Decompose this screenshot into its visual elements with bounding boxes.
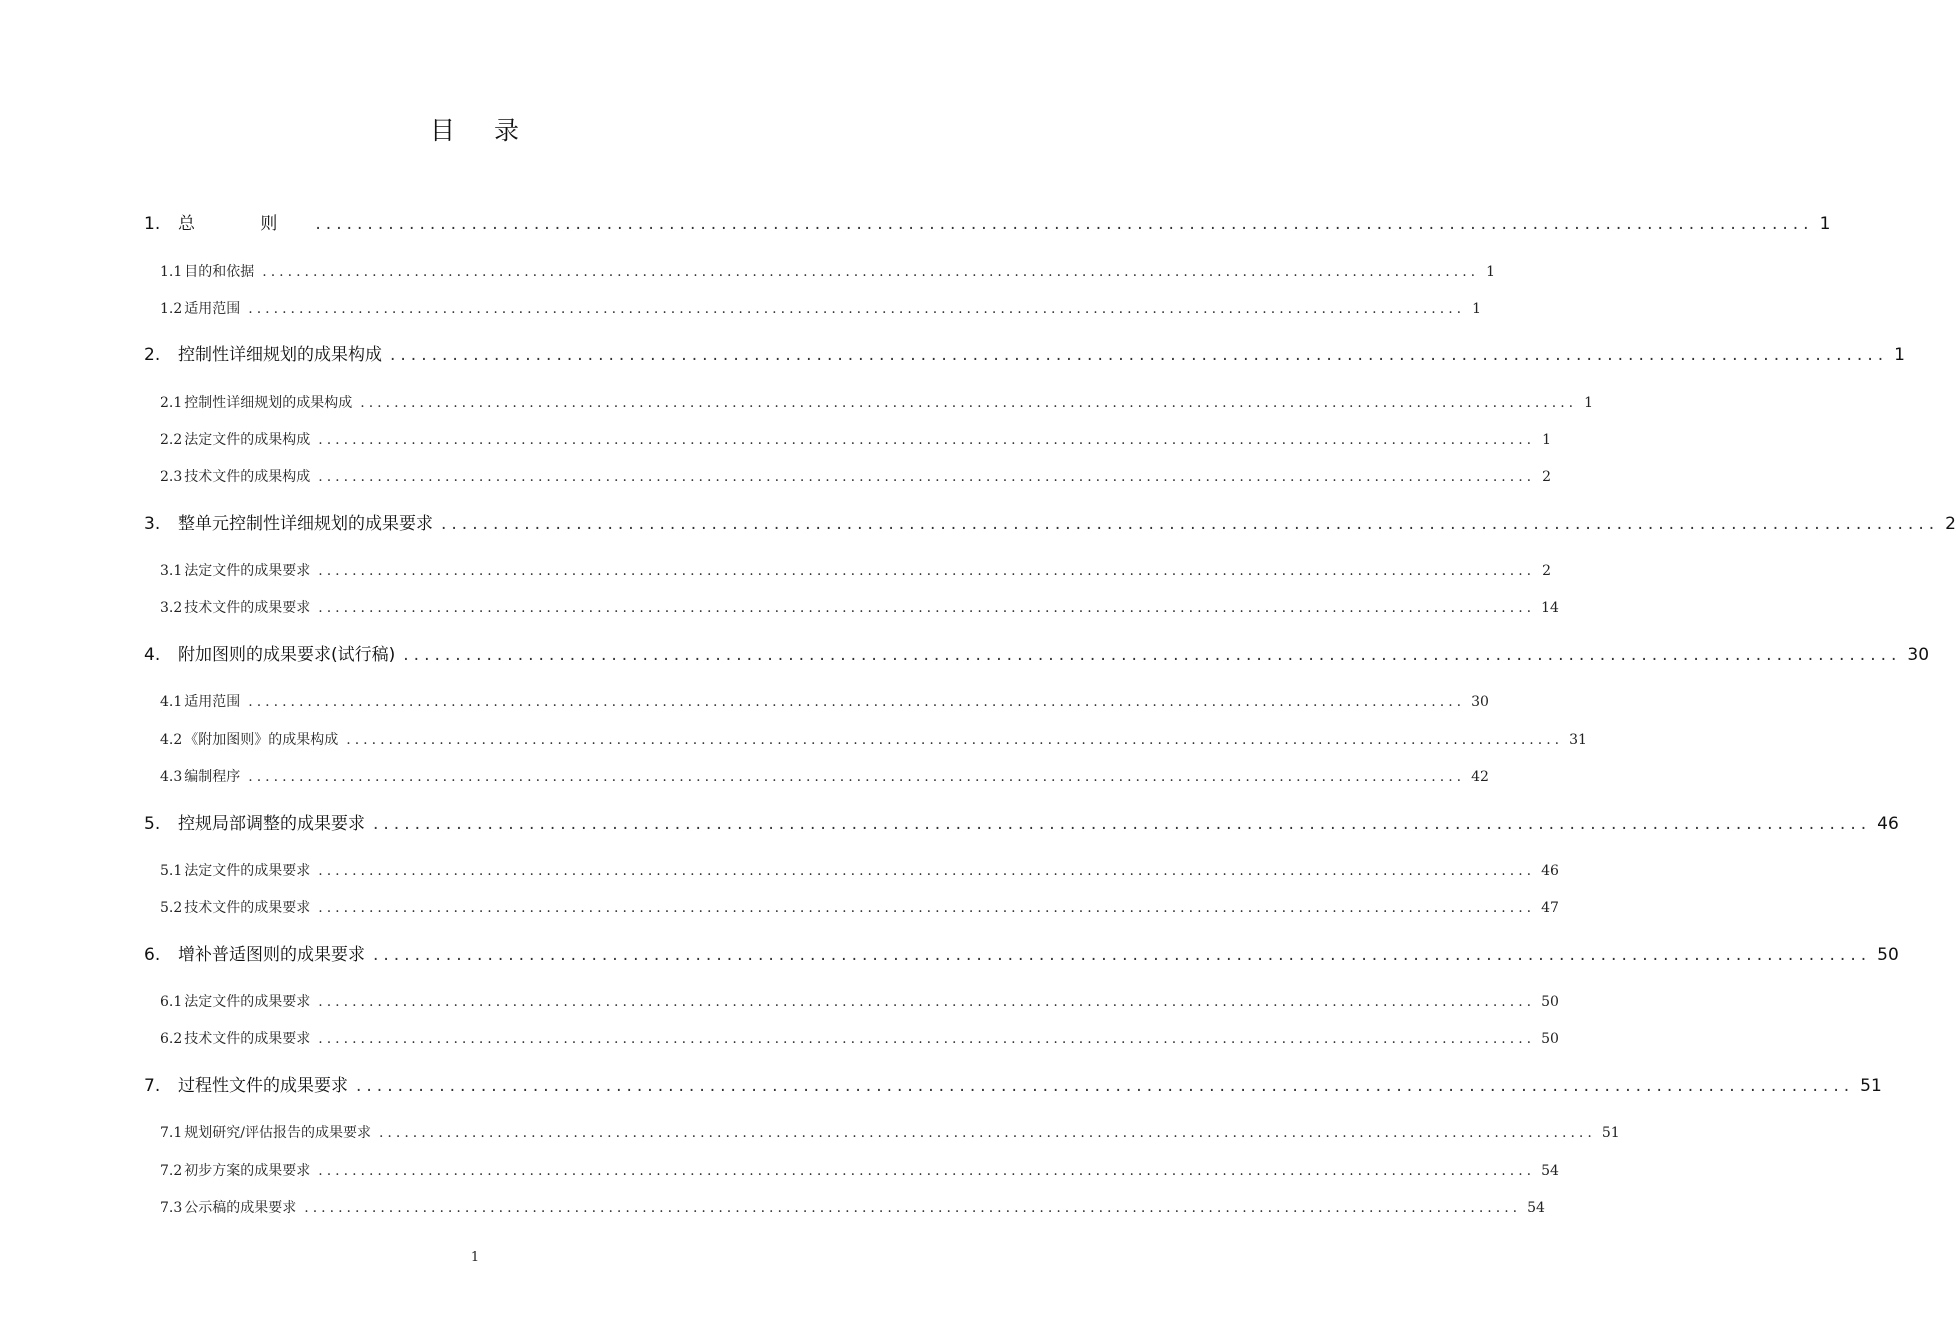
toc-entry-page: 50 — [1541, 994, 1559, 1010]
toc-entry-label: 法定文件的成果要求 — [184, 863, 311, 879]
toc-entry-section[interactable] — [160, 598, 1559, 618]
toc-entry-label: 法定文件的成果要求 — [184, 994, 311, 1010]
toc-entry-number: 1. — [144, 214, 161, 234]
toc-entry-number: 5.2 — [160, 900, 183, 916]
toc-entry-number: 1.2 — [160, 301, 183, 317]
toc-entry-page: 31 — [1569, 732, 1587, 748]
toc-entry-number: 2.1 — [160, 395, 183, 411]
toc-entry-page: 54 — [1527, 1200, 1545, 1216]
toc-entry-label: 增补普适图则的成果要求 — [178, 945, 365, 965]
toc-entry-page: 47 — [1541, 900, 1559, 916]
toc-entry-page: 30 — [1471, 694, 1489, 710]
toc-entry-label: 控制性详细规划的成果构成 — [178, 345, 382, 365]
toc-entry-section[interactable] — [160, 1198, 1545, 1218]
toc-entry-number: 4.3 — [160, 769, 183, 785]
toc-title-char-1: 目 — [429, 116, 456, 145]
toc-entry-page: 54 — [1541, 1163, 1559, 1179]
toc-entry-label: 技术文件的成果要求 — [184, 1031, 311, 1047]
toc-leader-dots: ................................................................................................................................................ — [315, 214, 1814, 234]
toc-entry-page: 1 — [1542, 432, 1552, 448]
toc-entry-page: 1 — [1894, 345, 1905, 365]
toc-entry-label: 适用范围 — [184, 694, 241, 710]
toc-entry-number: 1.1 — [160, 264, 183, 280]
toc-entry-section[interactable] — [160, 992, 1559, 1012]
toc-title-char-2: 录 — [494, 116, 521, 145]
toc-entry-number: 7.3 — [160, 1200, 183, 1216]
toc-leader-dots: ................................................................................................................................................ — [318, 994, 1536, 1010]
toc-leader-dots: ................................................................................................................................................ — [318, 432, 1536, 448]
toc-entry-label: 法定文件的成果要求 — [184, 563, 311, 579]
toc-entry-label: 总 则 — [178, 214, 308, 234]
toc-entry-label: 整单元控制性详细规划的成果要求 — [178, 514, 433, 534]
toc-leader-dots: ................................................................................................................................................ — [378, 1125, 1596, 1141]
toc-entry-label: 技术文件的成果要求 — [184, 900, 311, 916]
toc-entry-section[interactable] — [160, 1161, 1559, 1181]
toc-leader-dots: ................................................................................................................................................ — [318, 900, 1536, 916]
toc-entry-section[interactable] — [160, 393, 1594, 413]
toc-entry-page: 51 — [1860, 1076, 1882, 1096]
toc-entry-number: 5. — [144, 814, 161, 834]
toc-leader-dots: ................................................................................................................................................ — [346, 732, 1564, 748]
toc-entry-label: 公示稿的成果要求 — [184, 1200, 297, 1216]
toc-entry-label: 技术文件的成果构成 — [184, 469, 311, 485]
toc-entry-section[interactable] — [160, 861, 1559, 881]
toc-leader-dots: ................................................................................................................................................ — [318, 863, 1536, 879]
toc-entry-page: 50 — [1541, 1031, 1559, 1047]
toc-entry-page: 2 — [1945, 514, 1956, 534]
toc-entry-chapter[interactable] — [144, 943, 1899, 967]
toc-entry-number: 6.2 — [160, 1031, 183, 1047]
toc-leader-dots: ................................................................................................................................................ — [304, 1200, 1522, 1216]
toc-entry-number: 3.2 — [160, 600, 183, 616]
toc-entry-chapter[interactable] — [144, 643, 1930, 667]
toc-entry-section[interactable] — [160, 561, 1552, 581]
toc-entry-number: 4. — [144, 645, 161, 665]
toc-leader-dots: ................................................................................................................................................ — [356, 1076, 1855, 1096]
toc-entry-chapter[interactable] — [144, 343, 1905, 367]
toc-entry-page: 50 — [1877, 945, 1899, 965]
toc-entry-section[interactable] — [160, 262, 1496, 282]
toc-leader-dots: ................................................................................................................................................ — [248, 301, 1466, 317]
toc-entry-chapter[interactable] — [144, 1074, 1882, 1098]
toc-entry-page: 51 — [1601, 1125, 1620, 1141]
toc-leader-dots: ................................................................................................................................................ — [403, 645, 1902, 665]
toc-entry-page: 2 — [1542, 563, 1552, 579]
toc-entry-section[interactable] — [160, 692, 1489, 712]
toc-entry-number: 2. — [144, 345, 161, 365]
page-number: 1 — [470, 1250, 480, 1265]
toc-leader-dots: ................................................................................................................................................ — [318, 1031, 1536, 1047]
toc-entry-label: 规划研究/评估报告的成果要求 — [184, 1125, 371, 1141]
toc-leader-dots: ................................................................................................................................................ — [248, 769, 1466, 785]
toc-entry-label: 过程性文件的成果要求 — [178, 1076, 348, 1096]
toc-entry-number: 5.1 — [160, 863, 183, 879]
toc-leader-dots: ................................................................................................................................................ — [360, 395, 1578, 411]
toc-leader-dots: ................................................................................................................................................ — [373, 814, 1872, 834]
toc-entry-number: 7.2 — [160, 1163, 183, 1179]
toc-entry-page: 2 — [1542, 469, 1552, 485]
toc-entry-number: 6. — [144, 945, 161, 965]
toc-leader-dots: ................................................................................................................................................ — [441, 514, 1940, 534]
toc-entry-page: 1 — [1486, 264, 1496, 280]
toc-entry-section[interactable] — [160, 767, 1489, 787]
toc-entry-section[interactable] — [160, 898, 1559, 918]
toc-entry-section[interactable] — [160, 1123, 1620, 1143]
toc-entry-page: 46 — [1541, 863, 1559, 879]
toc-entry-number: 4.2 — [160, 732, 183, 748]
toc-entry-number: 7. — [144, 1076, 161, 1096]
toc-entry-section[interactable] — [160, 730, 1587, 750]
toc-entry-label: 适用范围 — [184, 301, 241, 317]
toc-entry-number: 6.1 — [160, 994, 183, 1010]
toc-entry-number: 7.1 — [160, 1125, 183, 1141]
toc-entry-page: 30 — [1907, 645, 1930, 665]
toc-entry-label: 编制程序 — [184, 769, 241, 785]
toc-entry-number: 2.3 — [160, 469, 183, 485]
toc-leader-dots: ................................................................................................................................................ — [248, 694, 1466, 710]
toc-leader-dots: ................................................................................................................................................ — [318, 563, 1536, 579]
toc-entry-page: 1 — [1819, 214, 1831, 234]
toc-entry-label: 技术文件的成果要求 — [184, 600, 311, 616]
toc-entry-label: 《附加图则》的成果构成 — [184, 732, 339, 748]
toc-entry-page: 42 — [1471, 769, 1489, 785]
toc-entry-chapter[interactable] — [144, 212, 1831, 236]
toc-entry-number: 3. — [144, 514, 161, 534]
toc-entry-chapter[interactable] — [144, 512, 1956, 536]
toc-entry-section[interactable] — [160, 299, 1482, 319]
toc-entry-label: 目的和依据 — [184, 264, 255, 280]
toc-leader-dots: ................................................................................................................................................ — [318, 469, 1536, 485]
toc-entry-label: 附加图则的成果要求(试行稿) — [178, 645, 396, 665]
toc-leader-dots: ................................................................................................................................................ — [262, 264, 1480, 280]
toc-entry-section[interactable] — [160, 467, 1552, 487]
toc-entry-section[interactable] — [160, 1029, 1559, 1049]
toc-title — [0, 112, 950, 150]
toc-entry-label: 控制性详细规划的成果构成 — [184, 395, 353, 411]
toc-entry-section[interactable] — [160, 430, 1552, 450]
toc-entry-label: 控规局部调整的成果要求 — [178, 814, 365, 834]
toc-entry-page: 1 — [1472, 301, 1482, 317]
toc-entry-chapter[interactable] — [144, 812, 1899, 836]
toc-leader-dots: ................................................................................................................................................ — [318, 600, 1536, 616]
toc-entry-page: 46 — [1877, 814, 1899, 834]
toc-entry-number: 2.2 — [160, 432, 183, 448]
toc-entry-label: 初步方案的成果要求 — [184, 1163, 311, 1179]
toc-leader-dots: ................................................................................................................................................ — [318, 1163, 1536, 1179]
toc-entry-page: 14 — [1541, 600, 1559, 616]
toc-entry-page: 1 — [1584, 395, 1594, 411]
toc-entry-number: 3.1 — [160, 563, 183, 579]
toc-leader-dots: ................................................................................................................................................ — [390, 345, 1889, 365]
toc-leader-dots: ................................................................................................................................................ — [373, 945, 1872, 965]
toc-entry-label: 法定文件的成果构成 — [184, 432, 311, 448]
toc-entry-number: 4.1 — [160, 694, 183, 710]
